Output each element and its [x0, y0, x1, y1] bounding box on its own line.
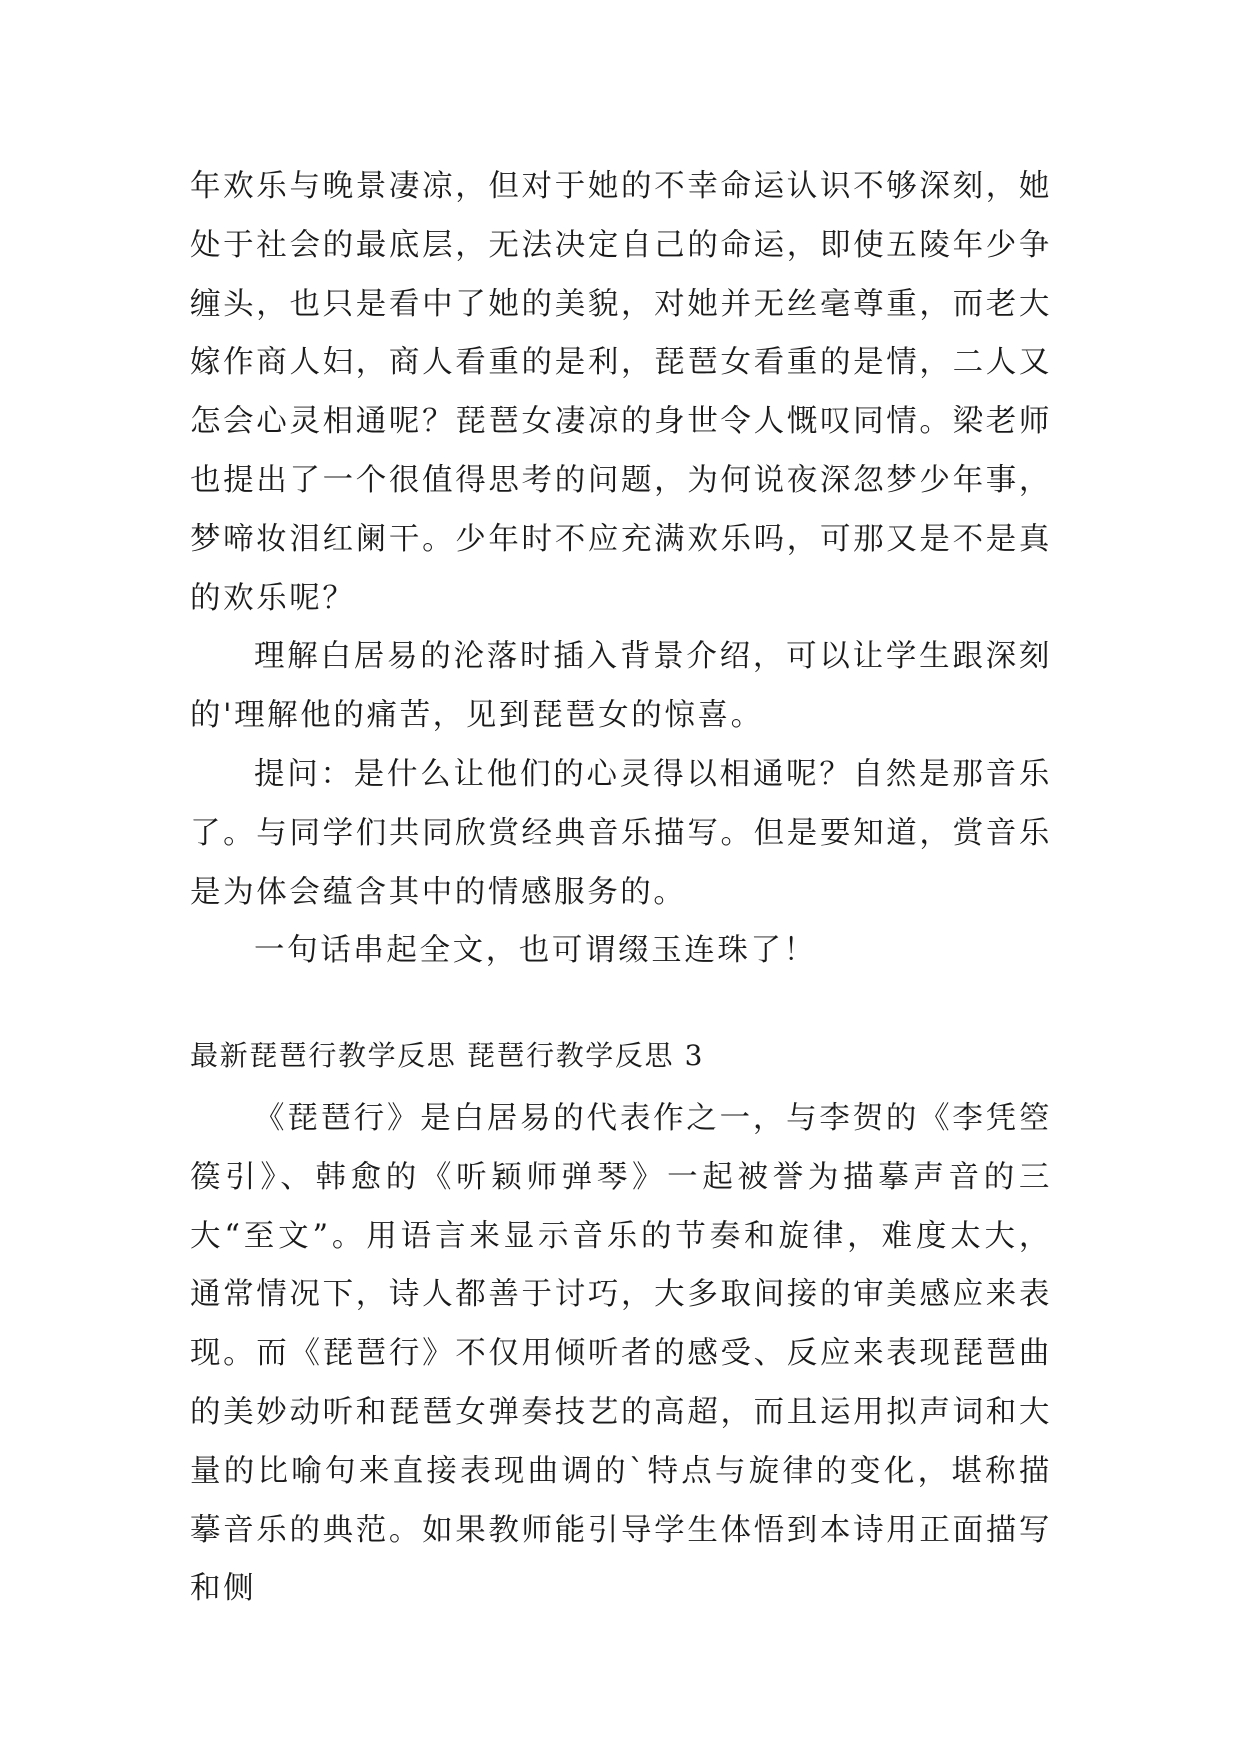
- paragraph-summary: 一句话串起全文，也可谓缀玉连珠了！: [254, 933, 817, 969]
- bottom-text-block: [190, 1090, 1052, 1619]
- paragraph-intro: 《琵琶行》是白居易的代表作之一，与李贺的《李凭箜篌引》、韩愈的《听颖师弹琴》一起被誉为描摹声音的三大“至文”。用语言来显示音乐的节奏和旋律，难度太大，通常情况下，诗人都善于讨巧，大多取间接的审美感应来表现。而《琵琶行》不仅用倾听者的感受、反应来表现琵琶曲的美妙动听和琵琶女弹奏技艺的高超，而且运用拟声词和大量的比喻句来直接表现曲调的`特点与旋律的变化，堪称描摹音乐的典范。如果教师能引导学生体悟到本诗用正面描写和侧: [190, 1101, 1052, 1607]
- paragraph-question: 提问：是什么让他们的心灵得以相通呢？自然是那音乐了。与同学们共同欣赏经典音乐描写。但是要知道，赏音乐是为体会蕴含其中的情感服务的。: [190, 756, 1052, 910]
- section-heading: 最新琵琶行教学反思 琵琶行教学反思 3: [190, 1039, 705, 1072]
- paragraph-continuation: 年欢乐与晚景凄凉，但对于她的不幸命运认识不够深刻，她处于社会的最底层，无法决定自己的命运，即使五陵年少争缠头，也只是看中了她的美貌，对她并无丝毫尊重，而老大嫁作商人妇，商人看重的是利，琵琶女看重的是情，二人又怎会心灵相通呢？琵琶女凄凉的身世令人慨叹同情。梁老师也提出了一个很值得思考的问题，为何说夜深忽梦少年事，梦啼妆泪红阑干。少年时不应充满欢乐吗，可那又是不是真的欢乐呢？: [190, 169, 1052, 616]
- top-text-block: [190, 158, 1052, 981]
- paragraph-background: 理解白居易的沦落时插入背景介绍，可以让学生跟深刻的'理解他的痛苦，见到琵琶女的惊喜。: [190, 639, 1052, 734]
